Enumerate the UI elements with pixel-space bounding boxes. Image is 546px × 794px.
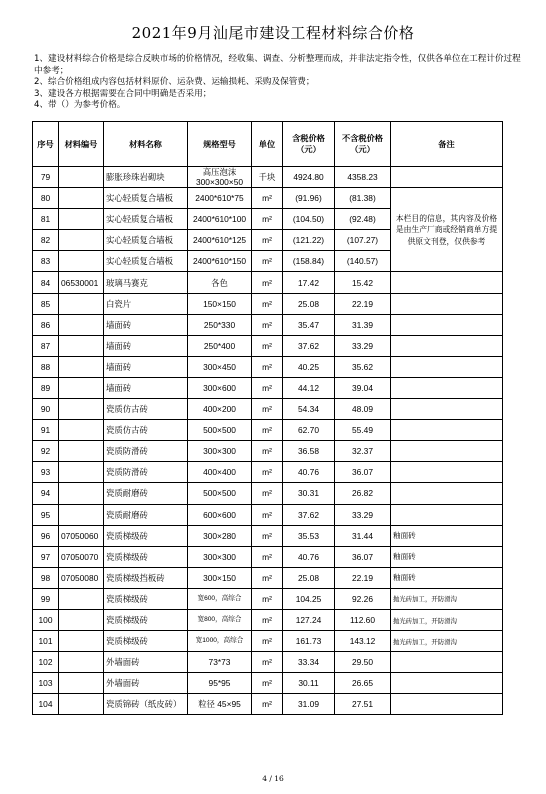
cell-unit: m²	[252, 652, 283, 673]
cell-tax-price: 37.62	[283, 335, 335, 356]
cell-name: 瓷质梯级砖	[104, 525, 188, 546]
cell-name: 膨胀珍珠岩砌块	[104, 167, 188, 188]
cell-name: 瓷质梯级砖	[104, 631, 188, 652]
table-row	[33, 314, 503, 335]
cell-tax-price: 17.42	[283, 272, 335, 293]
cell-spec: 2400*610*150	[188, 251, 252, 272]
cell-name: 瓷质仿古砖	[104, 420, 188, 441]
cell-spec: 300×600	[188, 377, 252, 398]
cell-no: 91	[33, 420, 59, 441]
cell-no: 90	[33, 399, 59, 420]
cell-no: 81	[33, 209, 59, 230]
cell-remark: 抛光砖加工，开防滑沟	[391, 631, 503, 652]
cell-code: 07050060	[59, 525, 104, 546]
cell-unit: m²	[252, 293, 283, 314]
cell-remark	[391, 335, 503, 356]
cell-remark	[391, 652, 503, 673]
cell-remark: 釉面砖	[391, 546, 503, 567]
cell-name: 外墙面砖	[104, 673, 188, 694]
header-spec: 规格型号	[188, 122, 252, 167]
cell-notax-price: 22.19	[335, 293, 391, 314]
cell-unit: 千块	[252, 167, 283, 188]
cell-no: 88	[33, 356, 59, 377]
cell-tax-price: 36.58	[283, 441, 335, 462]
cell-spec: 宽600，高综合	[188, 588, 252, 609]
cell-code: 07050070	[59, 546, 104, 567]
cell-remark: 釉面砖	[391, 567, 503, 588]
cell-no: 95	[33, 504, 59, 525]
table-row	[33, 631, 503, 652]
cell-remark	[391, 167, 503, 188]
cell-spec: 300×450	[188, 356, 252, 377]
table-row	[33, 525, 503, 546]
table-row	[33, 420, 503, 441]
table-row	[33, 399, 503, 420]
cell-tax-price: 25.08	[283, 567, 335, 588]
note-item: 1、建设材料综合价格是综合反映市场的价格情况，经收集、调查、分析整理而成，并非法定指令性，仅供各单位在工程计价过程中参考；	[34, 54, 521, 76]
table-row	[33, 335, 503, 356]
header-code: 材料编号	[59, 122, 104, 167]
cell-notax-price: 15.42	[335, 272, 391, 293]
cell-notax-price: 143.12	[335, 631, 391, 652]
cell-no: 84	[33, 272, 59, 293]
cell-code: 06530001	[59, 272, 104, 293]
cell-tax-price: 33.34	[283, 652, 335, 673]
table-row	[33, 272, 503, 293]
cell-no: 79	[33, 167, 59, 188]
cell-name: 瓷质锦砖（纸皮砖）	[104, 694, 188, 715]
table-row	[33, 483, 503, 504]
cell-no: 97	[33, 546, 59, 567]
cell-notax-price: 36.07	[335, 462, 391, 483]
cell-remark: 抛光砖加工，开防滑沟	[391, 609, 503, 630]
cell-tax-price: 30.31	[283, 483, 335, 504]
cell-remark: 釉面砖	[391, 525, 503, 546]
header-tax-price: 含税价格（元）	[283, 122, 335, 167]
cell-code	[59, 293, 104, 314]
cell-unit: m²	[252, 377, 283, 398]
cell-notax-price: 31.44	[335, 525, 391, 546]
cell-remark	[391, 314, 503, 335]
cell-remark	[391, 694, 503, 715]
cell-notax-price: 32.37	[335, 441, 391, 462]
cell-no: 102	[33, 652, 59, 673]
cell-name: 瓷质仿古砖	[104, 399, 188, 420]
cell-spec: 300×300	[188, 441, 252, 462]
cell-spec: 300×300	[188, 546, 252, 567]
header-name: 材料名称	[104, 122, 188, 167]
header-notax-price: 不含税价格（元）	[335, 122, 391, 167]
cell-spec: 2400*610*75	[188, 188, 252, 209]
cell-code	[59, 356, 104, 377]
cell-notax-price: 92.26	[335, 588, 391, 609]
header-remark: 备注	[391, 122, 503, 167]
cell-unit: m²	[252, 441, 283, 462]
cell-notax-price: 26.82	[335, 483, 391, 504]
cell-tax-price: 30.11	[283, 673, 335, 694]
cell-code	[59, 230, 104, 251]
cell-unit: m²	[252, 209, 283, 230]
cell-name: 外墙面砖	[104, 652, 188, 673]
cell-no: 98	[33, 567, 59, 588]
cell-name: 墙面砖	[104, 335, 188, 356]
cell-code	[59, 483, 104, 504]
cell-notax-price: 4358.23	[335, 167, 391, 188]
cell-spec: 各色	[188, 272, 252, 293]
table-row	[33, 504, 503, 525]
cell-spec: 600×600	[188, 504, 252, 525]
cell-code	[59, 673, 104, 694]
notes-section	[34, 54, 524, 112]
cell-code	[59, 420, 104, 441]
cell-no: 89	[33, 377, 59, 398]
table-row	[33, 567, 503, 588]
cell-code	[59, 441, 104, 462]
cell-no: 92	[33, 441, 59, 462]
cell-tax-price: 4924.80	[283, 167, 335, 188]
cell-tax-price: (104.50)	[283, 209, 335, 230]
price-table	[32, 121, 503, 715]
cell-name: 墙面砖	[104, 356, 188, 377]
cell-name: 瓷质梯级砖	[104, 609, 188, 630]
cell-no: 103	[33, 673, 59, 694]
cell-no: 101	[33, 631, 59, 652]
cell-unit: m²	[252, 335, 283, 356]
table-row	[33, 293, 503, 314]
cell-tax-price: 35.53	[283, 525, 335, 546]
cell-tax-price: 40.76	[283, 546, 335, 567]
cell-tax-price: 62.70	[283, 420, 335, 441]
note-item: 2、综合价格组成内容包括材料原价、运杂费、运输损耗、采购及保管费；	[34, 77, 315, 88]
cell-name: 实心轻质复合墙板	[104, 209, 188, 230]
cell-spec: 300×150	[188, 567, 252, 588]
cell-spec: 宽800，高综合	[188, 609, 252, 630]
cell-no: 93	[33, 462, 59, 483]
cell-spec: 400×400	[188, 462, 252, 483]
table-row	[33, 377, 503, 398]
cell-code	[59, 588, 104, 609]
cell-notax-price: 48.09	[335, 399, 391, 420]
cell-remark	[391, 483, 503, 504]
table-row	[33, 441, 503, 462]
cell-spec: 73*73	[188, 652, 252, 673]
table-row	[33, 673, 503, 694]
cell-code	[59, 631, 104, 652]
cell-notax-price: 112.60	[335, 609, 391, 630]
cell-no: 87	[33, 335, 59, 356]
cell-no: 80	[33, 188, 59, 209]
cell-tax-price: 37.62	[283, 504, 335, 525]
cell-tax-price: (91.96)	[283, 188, 335, 209]
cell-remark: 抛光砖加工，开防滑沟	[391, 588, 503, 609]
cell-remark	[391, 673, 503, 694]
cell-name: 瓷质梯级挡板砖	[104, 567, 188, 588]
table-row	[33, 356, 503, 377]
cell-name: 实心轻质复合墙板	[104, 251, 188, 272]
cell-notax-price: (81.38)	[335, 188, 391, 209]
cell-unit: m²	[252, 272, 283, 293]
cell-tax-price: 161.73	[283, 631, 335, 652]
cell-remark	[391, 377, 503, 398]
cell-notax-price: 39.04	[335, 377, 391, 398]
cell-tax-price: 44.12	[283, 377, 335, 398]
cell-notax-price: 26.65	[335, 673, 391, 694]
cell-unit: m²	[252, 420, 283, 441]
cell-unit: m²	[252, 673, 283, 694]
cell-remark	[391, 504, 503, 525]
cell-unit: m²	[252, 314, 283, 335]
cell-no: 83	[33, 251, 59, 272]
cell-no: 94	[33, 483, 59, 504]
cell-unit: m²	[252, 525, 283, 546]
cell-unit: m²	[252, 188, 283, 209]
cell-name: 实心轻质复合墙板	[104, 188, 188, 209]
cell-remark	[391, 293, 503, 314]
cell-name: 瓷质耐磨砖	[104, 483, 188, 504]
cell-code	[59, 377, 104, 398]
page-title: 2021年9月汕尾市建设工程材料综合价格	[131, 24, 415, 42]
cell-spec: 500×500	[188, 483, 252, 504]
cell-code	[59, 314, 104, 335]
cell-spec: 150×150	[188, 293, 252, 314]
table-body	[33, 167, 503, 715]
cell-spec: 95*95	[188, 673, 252, 694]
cell-notax-price: (107.27)	[335, 230, 391, 251]
cell-spec: 250*400	[188, 335, 252, 356]
cell-tax-price: (158.84)	[283, 251, 335, 272]
cell-notax-price: 55.49	[335, 420, 391, 441]
cell-tax-price: 104.25	[283, 588, 335, 609]
cell-name: 墙面砖	[104, 377, 188, 398]
table-header-row	[33, 122, 503, 167]
cell-unit: m²	[252, 588, 283, 609]
cell-no: 85	[33, 293, 59, 314]
cell-name: 瓷质梯级砖	[104, 588, 188, 609]
cell-notax-price: (92.48)	[335, 209, 391, 230]
cell-name: 玻璃马赛克	[104, 272, 188, 293]
cell-tax-price: 40.76	[283, 462, 335, 483]
cell-spec: 2400*610*100	[188, 209, 252, 230]
cell-spec: 500×500	[188, 420, 252, 441]
cell-notax-price: 27.51	[335, 694, 391, 715]
cell-tax-price: 31.09	[283, 694, 335, 715]
cell-unit: m²	[252, 567, 283, 588]
cell-notax-price: 33.29	[335, 335, 391, 356]
cell-code	[59, 167, 104, 188]
cell-tax-price: 40.25	[283, 356, 335, 377]
cell-unit: m²	[252, 504, 283, 525]
cell-code	[59, 462, 104, 483]
table-row	[33, 652, 503, 673]
cell-spec: 粒径 45×95	[188, 694, 252, 715]
cell-code: 07050080	[59, 567, 104, 588]
cell-unit: m²	[252, 399, 283, 420]
cell-no: 99	[33, 588, 59, 609]
cell-remark	[391, 399, 503, 420]
cell-unit: m²	[252, 631, 283, 652]
header-no: 序号	[33, 122, 59, 167]
cell-unit: m²	[252, 694, 283, 715]
page-number: 4 / 16	[262, 774, 284, 783]
cell-name: 瓷质耐磨砖	[104, 504, 188, 525]
cell-remark	[391, 272, 503, 293]
cell-name: 瓷质防滑砖	[104, 462, 188, 483]
cell-tax-price: 35.47	[283, 314, 335, 335]
cell-code	[59, 399, 104, 420]
cell-remark	[391, 420, 503, 441]
cell-code	[59, 209, 104, 230]
cell-unit: m²	[252, 356, 283, 377]
cell-spec: 2400*610*125	[188, 230, 252, 251]
cell-unit: m²	[252, 251, 283, 272]
cell-name: 瓷质防滑砖	[104, 441, 188, 462]
cell-notax-price: 33.29	[335, 504, 391, 525]
cell-remark	[391, 441, 503, 462]
cell-notax-price: 36.07	[335, 546, 391, 567]
table-row	[33, 609, 503, 630]
cell-tax-price: 25.08	[283, 293, 335, 314]
table-row	[33, 588, 503, 609]
cell-unit: m²	[252, 462, 283, 483]
cell-spec: 高压泡沫300×300×50	[188, 167, 252, 188]
cell-unit: m²	[252, 230, 283, 251]
cell-name: 实心轻质复合墙板	[104, 230, 188, 251]
cell-code	[59, 609, 104, 630]
cell-notax-price: 31.39	[335, 314, 391, 335]
header-unit: 单位	[252, 122, 283, 167]
cell-remark-merged: 本栏目的信息，其内容及价格是由生产厂商或经销商单方提供原文刊登，仅供参考	[391, 188, 503, 272]
cell-no: 104	[33, 694, 59, 715]
cell-spec: 250*330	[188, 314, 252, 335]
cell-name: 白瓷片	[104, 293, 188, 314]
cell-tax-price: (121.22)	[283, 230, 335, 251]
cell-unit: m²	[252, 546, 283, 567]
cell-spec: 宽1000，高综合	[188, 631, 252, 652]
table-row	[33, 188, 503, 209]
table-row	[33, 462, 503, 483]
cell-name: 墙面砖	[104, 314, 188, 335]
cell-spec: 400×200	[188, 399, 252, 420]
cell-no: 82	[33, 230, 59, 251]
cell-unit: m²	[252, 483, 283, 504]
note-item: 4、带（）为参考价格。	[34, 100, 126, 111]
cell-code	[59, 652, 104, 673]
cell-tax-price: 127.24	[283, 609, 335, 630]
cell-code	[59, 251, 104, 272]
cell-code	[59, 335, 104, 356]
note-item: 3、建设各方根据需要在合同中明确是否采用；	[34, 88, 212, 99]
cell-no: 100	[33, 609, 59, 630]
cell-code	[59, 694, 104, 715]
cell-code	[59, 188, 104, 209]
cell-notax-price: 35.62	[335, 356, 391, 377]
table-row	[33, 694, 503, 715]
cell-no: 96	[33, 525, 59, 546]
table-row	[33, 167, 503, 188]
cell-no: 86	[33, 314, 59, 335]
cell-unit: m²	[252, 609, 283, 630]
cell-notax-price: (140.57)	[335, 251, 391, 272]
cell-tax-price: 54.34	[283, 399, 335, 420]
cell-remark	[391, 462, 503, 483]
table-row	[33, 546, 503, 567]
cell-remark	[391, 356, 503, 377]
cell-notax-price: 22.19	[335, 567, 391, 588]
cell-notax-price: 29.50	[335, 652, 391, 673]
cell-spec: 300×280	[188, 525, 252, 546]
cell-code	[59, 504, 104, 525]
cell-name: 瓷质梯级砖	[104, 546, 188, 567]
